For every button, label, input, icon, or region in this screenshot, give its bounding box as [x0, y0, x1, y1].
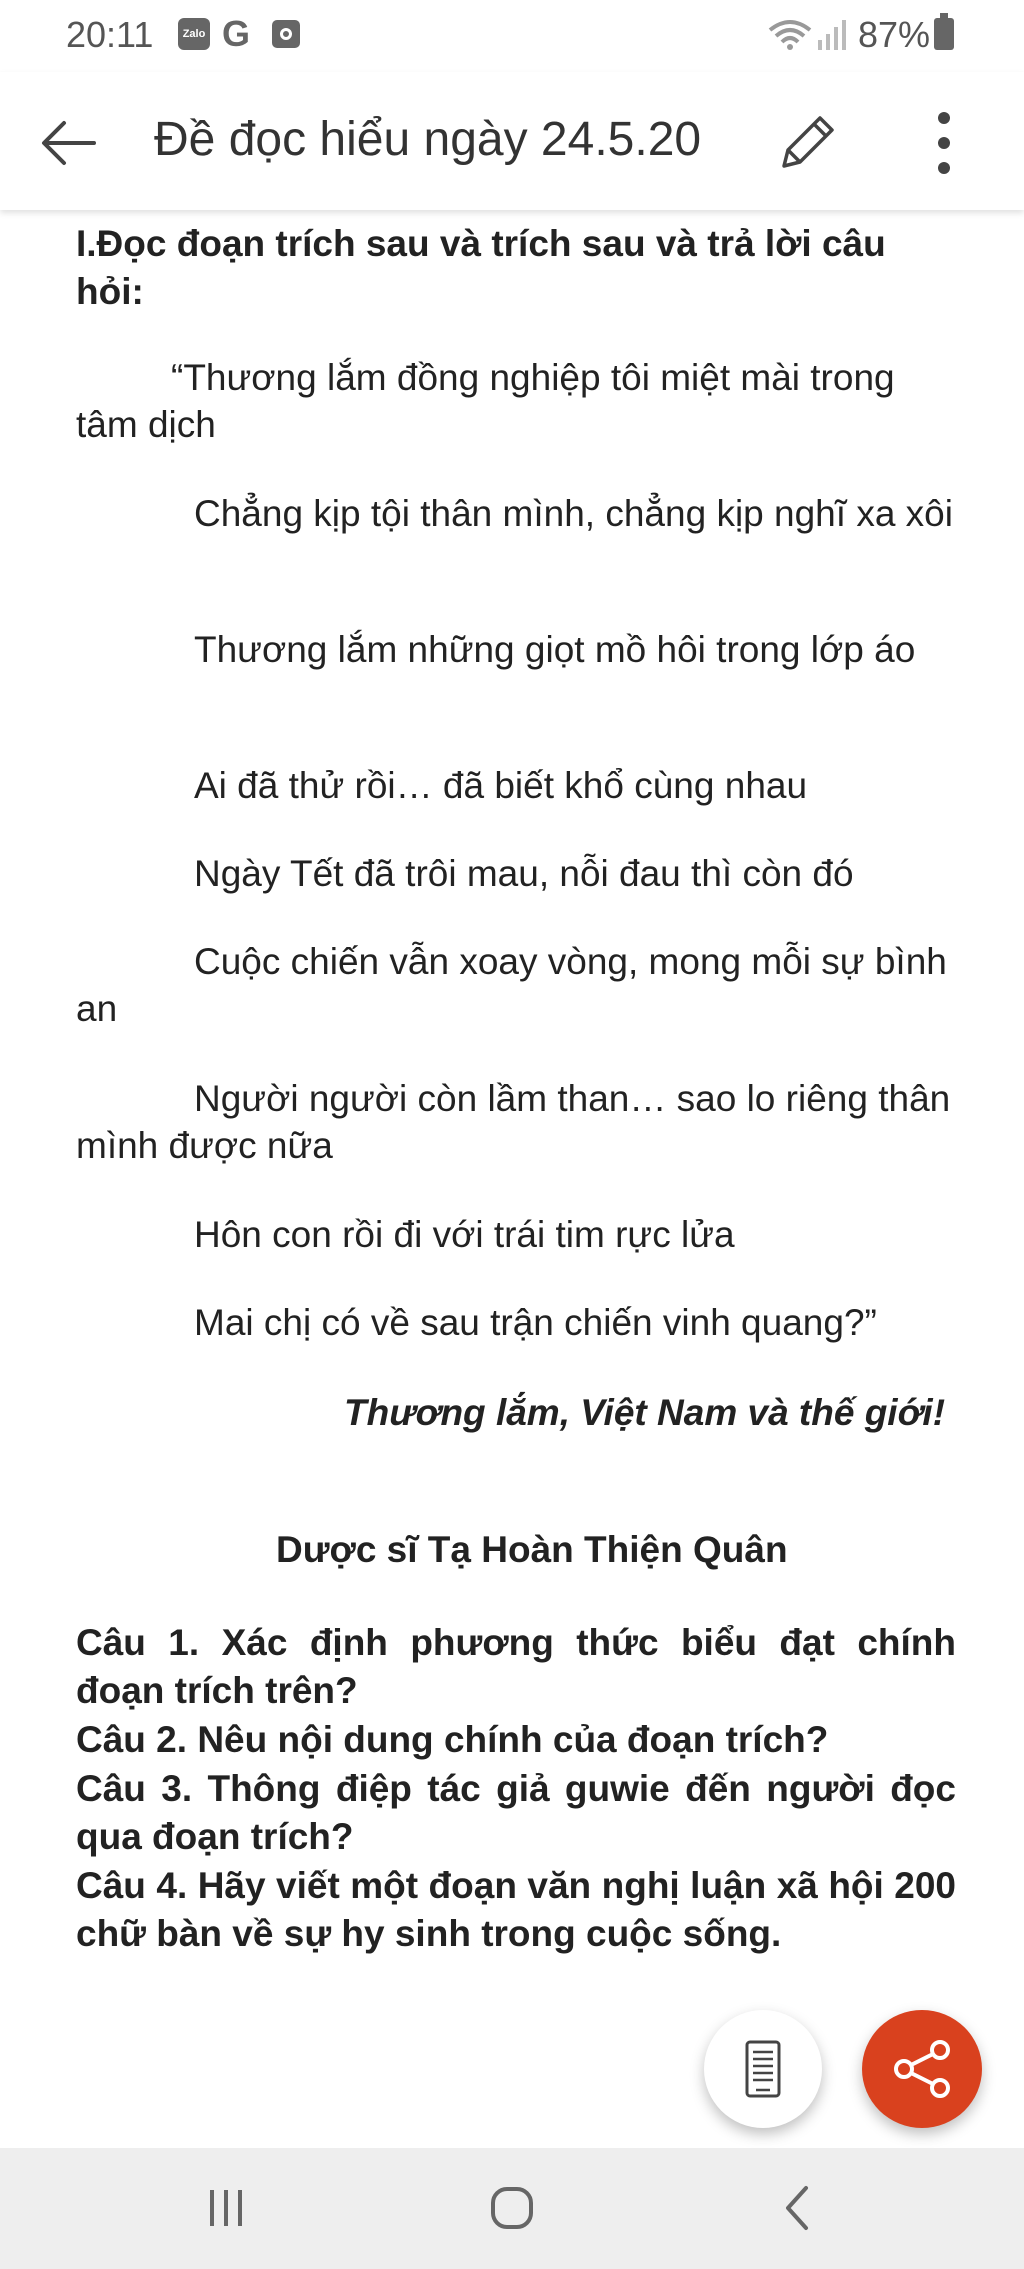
system-nav-bar	[0, 2148, 1024, 2269]
poem-author: Dược sĩ Tạ Hoàn Thiện Quân	[276, 1529, 788, 1570]
question-item: Câu 2. Nêu nội dung chính của đoạn trích?	[76, 1719, 829, 1760]
battery-icon	[934, 18, 954, 50]
poem-line: Ngày Tết đã trôi mau, nỗi đau thì còn đó	[194, 853, 854, 894]
status-bar	[0, 0, 1024, 72]
google-notification-icon: G	[222, 13, 251, 54]
poem-line: Thương lắm những giọt mồ hôi trong lớp áo	[194, 629, 916, 670]
poem-line: Ai đã thử rồi… đã biết khổ cùng nhau	[194, 765, 808, 806]
section-heading: I.Đọc đoạn trích sau và trích sau và trả lời câu hỏi:	[76, 223, 886, 312]
document-title: Đề đọc hiểu ngày 24.5.20	[154, 113, 702, 166]
signal-icon	[816, 18, 850, 50]
poem-line: Hôn con rồi đi với trái tim rực lửa	[194, 1214, 735, 1255]
app-bar	[0, 72, 1024, 210]
question-item: Câu 3. Thông điệp tác giả guwie đến người đọc qua đoạn trích?	[76, 1768, 956, 1857]
pencil-icon[interactable]	[772, 108, 842, 178]
poem-line: “Thương lắm đồng nghiệp tôi miệt mài trong tâm dịch	[76, 357, 895, 445]
question-item: Câu 4. Hãy viết một đoạn văn nghị luận xã hội 200 chữ bàn về sự hy sinh trong cuộc sống.	[76, 1865, 956, 1954]
home-icon[interactable]	[488, 2182, 536, 2234]
more-vertical-icon[interactable]	[920, 106, 968, 180]
nav-back-icon[interactable]	[774, 2182, 822, 2234]
app-notification-icon	[272, 20, 300, 48]
reading-view-button[interactable]	[704, 2010, 822, 2128]
wifi-icon	[768, 18, 812, 50]
question-item: Câu 1. Xác định phương thức biểu đạt chính đoạn trích trên?	[76, 1622, 956, 1711]
poem-line: Chẳng kịp tội thân mình, chẳng kịp nghĩ xa xôi	[194, 493, 953, 534]
poem-line: Cuộc chiến vẫn xoay vòng, mong mỗi sự bình an	[76, 941, 947, 1029]
status-time: 20:11	[66, 14, 154, 55]
battery-percent: 87%	[858, 14, 931, 55]
zalo-notification-icon: Zalo	[178, 18, 210, 50]
recent-apps-icon[interactable]	[206, 2186, 246, 2230]
poem-line: Mai chị có về sau trận chiến vinh quang?”	[194, 1302, 877, 1343]
poem-line: Người người còn lầm than… sao lo riêng thân mình được nữa	[76, 1078, 951, 1166]
share-icon	[862, 2010, 982, 2128]
poem-title: Thương lắm, Việt Nam và thế giới!	[344, 1392, 946, 1433]
document-view-icon	[704, 2010, 822, 2128]
share-button[interactable]	[862, 2010, 982, 2128]
back-arrow-icon[interactable]	[34, 108, 104, 178]
